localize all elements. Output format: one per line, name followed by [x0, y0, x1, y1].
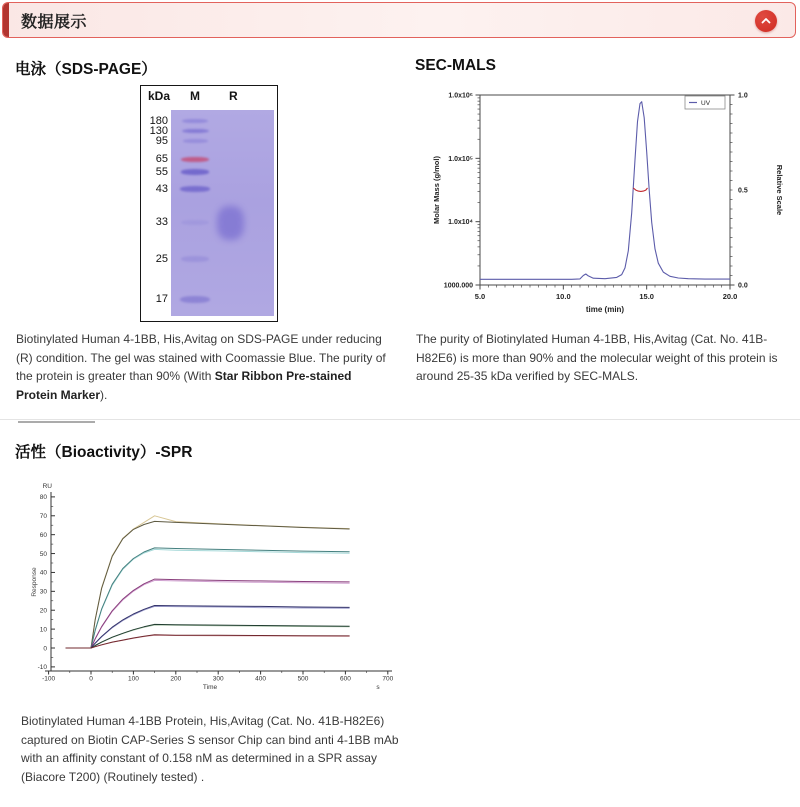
spr-curve-conc-6-fit	[66, 635, 350, 648]
spr-ytick: 10	[39, 626, 47, 634]
spr-ytick: 40	[39, 569, 47, 577]
sec-curve-molar-mass	[633, 188, 647, 191]
spr-xlabel: Time	[202, 684, 218, 691]
gel-lane-r-header: R	[229, 89, 238, 103]
spr-ytick: 30	[39, 588, 47, 596]
spr-xunit-label: s	[376, 684, 380, 691]
spr-ytick: 20	[39, 607, 47, 615]
ladder-label-130: 130	[149, 125, 168, 137]
spr-curve-conc-4-fit	[66, 606, 350, 648]
sec-ytick-right: 1.0	[738, 92, 748, 100]
marker-band-180kda	[182, 119, 208, 123]
spr-xtick: -100	[42, 675, 56, 683]
ladder-label-33: 33	[155, 216, 168, 228]
ladder-label-55: 55	[155, 166, 168, 178]
spr-ytick: -10	[37, 664, 47, 672]
collapse-section-button[interactable]	[755, 10, 777, 32]
ladder-label-65: 65	[155, 153, 168, 165]
section-divider	[0, 419, 800, 420]
spr-curve-conc-2-fit	[66, 549, 350, 648]
sec-ytick-left: 1000.000	[443, 282, 473, 290]
spr-xtick: 300	[212, 675, 224, 683]
spr-ytick: 70	[39, 513, 47, 521]
marker-band-33kda	[181, 220, 209, 225]
sds-caption-text: Biotinylated Human 4-1BB, His,Avitag on SDS-PAGE under reducing (R) condition. The gel was stained with Coomassie Blue. The purity of the protein is greater than 90% (With	[16, 332, 386, 384]
spr-ytick: 0	[43, 645, 47, 653]
sec-mals-caption: The purity of Biotinylated Human 4-1BB, His,Avitag (Cat. No. 41B-H82E6) is more than 90% and the molecular weight of this protein is around 25-35 kDa verified by SEC-MALS.	[416, 332, 778, 384]
legend-uv-label: UV	[701, 100, 711, 107]
sec-xtick: 10.0	[556, 292, 571, 301]
sec-mals-svg	[425, 85, 790, 320]
sec-curve-uv	[480, 102, 730, 280]
marker-product-name: Star Ribbon Pre-stained Protein Marker	[16, 369, 352, 402]
sec-ytick-left: 1.0x10⁴	[448, 219, 473, 227]
spr-xtick: 100	[127, 675, 139, 683]
ladder-label-25: 25	[155, 253, 168, 265]
sec-ylabel-right: Relative Scale	[775, 164, 784, 216]
spr-curve-conc-3-data	[66, 579, 350, 648]
spr-svg	[30, 478, 400, 696]
sds-caption-closing: ).	[100, 387, 108, 402]
sec-mals-title: SEC-MALS	[415, 57, 496, 74]
header-accent-bar	[3, 3, 9, 37]
ladder-label-95: 95	[155, 135, 168, 147]
spr-caption: Biotinylated Human 4-1BB Protein, His,Avitag (Cat. No. 41B-H82E6) captured on Biotin CAP-Series S sensor Chip can bind anti 4-1BB mAb with an affinity constant of 0.158 nM as determined in a SPR assay (Biacore T200) (Routinely tested) .	[21, 714, 399, 784]
ladder-label-17: 17	[155, 293, 168, 305]
data-display-header	[2, 2, 796, 38]
gel-unit-header: kDa	[148, 89, 171, 103]
spr-ylabel: Response	[31, 567, 38, 597]
divider-accent	[18, 421, 95, 423]
gel-lane-m-header: M	[190, 89, 200, 103]
spr-yunit-label: RU	[42, 483, 52, 490]
sec-xtick: 15.0	[639, 292, 654, 301]
sec-ytick-left: 1.0x10⁶	[448, 92, 473, 100]
spr-xtick: 200	[170, 675, 182, 683]
marker-band-55kda	[181, 169, 209, 175]
sec-ytick-right: 0.0	[738, 282, 748, 290]
sec-ytick-right: 0.5	[738, 187, 748, 195]
sds-page-gel-figure	[140, 85, 278, 322]
sample-band-lane-r	[217, 206, 244, 240]
spr-curve-conc-2-data	[66, 548, 350, 648]
page-title: 数据展示	[21, 13, 88, 31]
spr-xtick: 500	[297, 675, 309, 683]
sds-page-caption	[16, 330, 394, 404]
spr-xtick: 0	[89, 675, 93, 683]
sec-ylabel-left: Molar Mass (g/mol)	[432, 156, 441, 224]
spr-curve-conc-1-data	[66, 521, 350, 648]
chevron-up-icon	[759, 14, 773, 28]
spr-xtick: 400	[255, 675, 267, 683]
spr-xtick: 600	[339, 675, 351, 683]
marker-band-65kda	[181, 157, 209, 162]
spr-curve-conc-6-data	[66, 635, 350, 648]
sec-xtick: 20.0	[722, 292, 738, 301]
sds-page-title: 电泳（SDS-PAGE）	[15, 61, 157, 78]
spr-title: 活性（Bioactivity）-SPR	[15, 444, 193, 461]
sec-xlabel: time (min)	[585, 305, 625, 314]
spr-ytick: 50	[39, 550, 47, 558]
marker-band-95kda	[183, 139, 208, 143]
spr-curve-conc-3-fit	[66, 580, 350, 648]
spr-ytick: 60	[39, 531, 47, 539]
sec-xtick: 5.0	[474, 292, 486, 301]
sec-ytick-left: 1.0x10⁵	[448, 155, 473, 163]
spr-xtick: 700	[382, 675, 394, 683]
ladder-label-180: 180	[149, 115, 168, 127]
marker-band-130kda	[182, 129, 209, 134]
marker-band-25kda	[181, 256, 209, 262]
spr-ytick: 80	[39, 494, 47, 502]
ladder-label-43: 43	[155, 183, 168, 195]
marker-band-43kda	[180, 186, 210, 192]
spr-sensorgram-chart	[30, 478, 400, 696]
marker-band-17kda	[180, 296, 210, 303]
sec-mals-chart	[425, 85, 790, 320]
